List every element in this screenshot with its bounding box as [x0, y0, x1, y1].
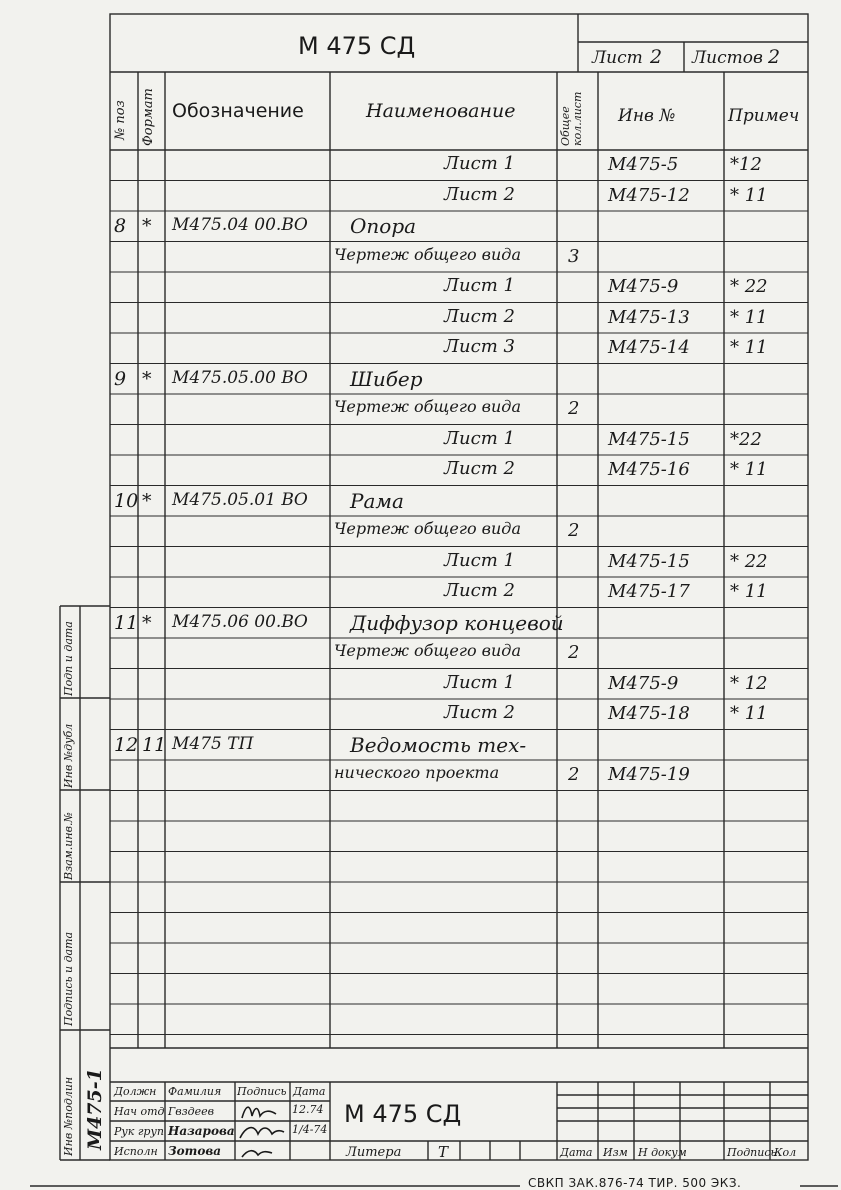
cell-inv: М475-18 — [608, 703, 690, 724]
cell-name: Лист 2 — [444, 183, 515, 205]
strip-doc-number: М475-1 — [84, 1068, 106, 1150]
col-header-designation: Обозначение — [172, 100, 304, 122]
tb-name-dept-head: Гвздеев — [168, 1105, 215, 1118]
cell-note: * 11 — [730, 337, 768, 358]
tb-litera-value: Т — [438, 1143, 449, 1161]
cell-format: * — [142, 367, 152, 390]
tb-bottom-qty: Кол — [774, 1146, 797, 1159]
cell-name: Чертеж общего вида — [334, 244, 521, 264]
cell-pos: 11 — [114, 611, 139, 634]
cell-designation: М475.05.00 ВО — [172, 367, 308, 388]
sheets-total-label: Листов — [692, 48, 763, 68]
cell-inv: М475-15 — [608, 550, 690, 572]
cell-inv: М475-15 — [608, 428, 690, 450]
col-header-total-sheets: Общее кол.лист — [559, 91, 584, 146]
tb-date-group-lead: 1/4-74 — [292, 1123, 328, 1136]
cell-designation: М475.06 00.ВО — [172, 611, 308, 632]
cell-qty: 3 — [568, 245, 580, 267]
cell-designation: М475 ТП — [172, 733, 254, 754]
tb-role-position: Должн — [114, 1085, 157, 1098]
cell-pos: 8 — [114, 215, 127, 237]
cell-note: * 12 — [730, 672, 768, 694]
cell-designation: М475.04 00.ВО — [172, 215, 308, 235]
col-header-pos: № поз — [113, 100, 128, 140]
tb-header-signature: Подпись — [237, 1085, 287, 1098]
tb-header-date: Дата — [293, 1085, 326, 1098]
col-header-name: Наименование — [366, 100, 516, 122]
tb-role-dept-head: Нач отд — [114, 1105, 165, 1118]
strip-label-signature-date: Подпись и дата — [62, 931, 75, 1026]
cell-designation: М475.05.01 ВО — [172, 489, 308, 510]
tb-header-surname: Фамилия — [168, 1085, 222, 1098]
cell-name: Опора — [350, 214, 417, 238]
cell-note: * 11 — [730, 184, 768, 206]
tb-role-group-lead: Рук груп — [114, 1125, 164, 1138]
cell-note: * 11 — [730, 581, 768, 602]
cell-name: Лист 1 — [444, 275, 515, 296]
cell-name: нического проекта — [334, 763, 500, 782]
cell-name: Лист 1 — [444, 153, 515, 174]
strip-label-replace-inv: Взам.инв.№ — [62, 812, 75, 880]
cell-name: Шибер — [350, 366, 423, 391]
tb-bottom-signature: Подпись — [727, 1146, 777, 1159]
tb-bottom-change: Изм — [603, 1146, 628, 1159]
cell-note: * 11 — [730, 306, 768, 328]
cell-inv: М475-16 — [608, 459, 690, 480]
cell-note: *22 — [730, 428, 762, 450]
tb-litera-label: Литера — [346, 1145, 402, 1160]
cell-name: Рама — [350, 488, 404, 513]
cell-format: * — [142, 215, 152, 237]
cell-format: * — [142, 489, 152, 512]
cell-name: Чертеж общего вида — [334, 519, 521, 538]
cell-inv: М475-9 — [608, 672, 679, 694]
footer-imprint: СВКП ЗАК.876-74 ТИР. 500 ЭКЗ. — [528, 1176, 742, 1190]
document-title: М 475 СД — [298, 32, 416, 60]
cell-note: * 22 — [730, 550, 768, 572]
cell-qty: 2 — [568, 642, 580, 663]
cell-qty: 2 — [568, 398, 580, 419]
cell-inv: М475-17 — [608, 581, 690, 602]
cell-pos: 10 — [114, 489, 139, 512]
cell-name: Лист 1 — [444, 549, 515, 571]
cell-name: Лист 3 — [444, 336, 515, 357]
cell-pos: 12 — [114, 733, 139, 756]
sheet-label: Лист — [592, 48, 643, 68]
cell-name: Лист 2 — [444, 580, 515, 601]
cell-name: Лист 2 — [444, 458, 515, 479]
cell-name: Чертеж общего вида — [334, 641, 521, 660]
strip-label-dup-inv: Инв №дубл — [62, 723, 75, 788]
tb-role-executor: Исполн — [114, 1145, 158, 1158]
cell-inv: М475-5 — [608, 154, 679, 175]
cell-pos: 9 — [114, 367, 127, 390]
tb-bottom-doc-no: Н докум — [638, 1146, 687, 1159]
tb-date-dept-head: 12.74 — [292, 1103, 324, 1116]
col-header-format: Формат — [141, 88, 156, 146]
cell-name: Лист 1 — [444, 427, 515, 449]
cell-inv: М475-13 — [608, 306, 690, 328]
sheet-number: 2 — [650, 46, 663, 68]
cell-note: * 11 — [730, 459, 768, 480]
tb-name-group-lead: Назарова — [168, 1124, 235, 1138]
cell-name: Ведомость тех- — [350, 732, 527, 757]
cell-qty: 2 — [568, 520, 580, 541]
cell-inv: М475-19 — [608, 764, 690, 785]
cell-qty: 2 — [568, 764, 580, 785]
cell-name: Чертеж общего вида — [334, 397, 521, 416]
tb-bottom-date: Дата — [560, 1146, 593, 1159]
cell-name: Лист 2 — [444, 702, 515, 723]
cell-inv: М475-12 — [608, 184, 690, 206]
col-header-note: Примеч — [728, 106, 800, 126]
strip-label-original-inv: Инв №подлин — [62, 1076, 75, 1156]
cell-inv: М475-14 — [608, 337, 690, 358]
strip-label-sign-date: Подп и дата — [62, 621, 75, 696]
cell-note: * 11 — [730, 703, 768, 724]
cell-format: * — [142, 611, 152, 634]
cell-inv: М475-9 — [608, 276, 679, 297]
cell-note: * 22 — [730, 276, 768, 297]
cell-name: Лист 2 — [444, 305, 515, 327]
cell-note: *12 — [730, 154, 762, 175]
cell-name: Лист 1 — [444, 671, 515, 693]
col-header-inv: Инв № — [618, 106, 676, 126]
cell-name: Диффузор концевой — [350, 610, 564, 635]
tb-name-executor: Зотова — [168, 1144, 222, 1158]
cell-format: 11 — [142, 733, 167, 756]
tb-doc-title: М 475 СД — [344, 1100, 462, 1128]
sheets-total: 2 — [768, 46, 781, 68]
